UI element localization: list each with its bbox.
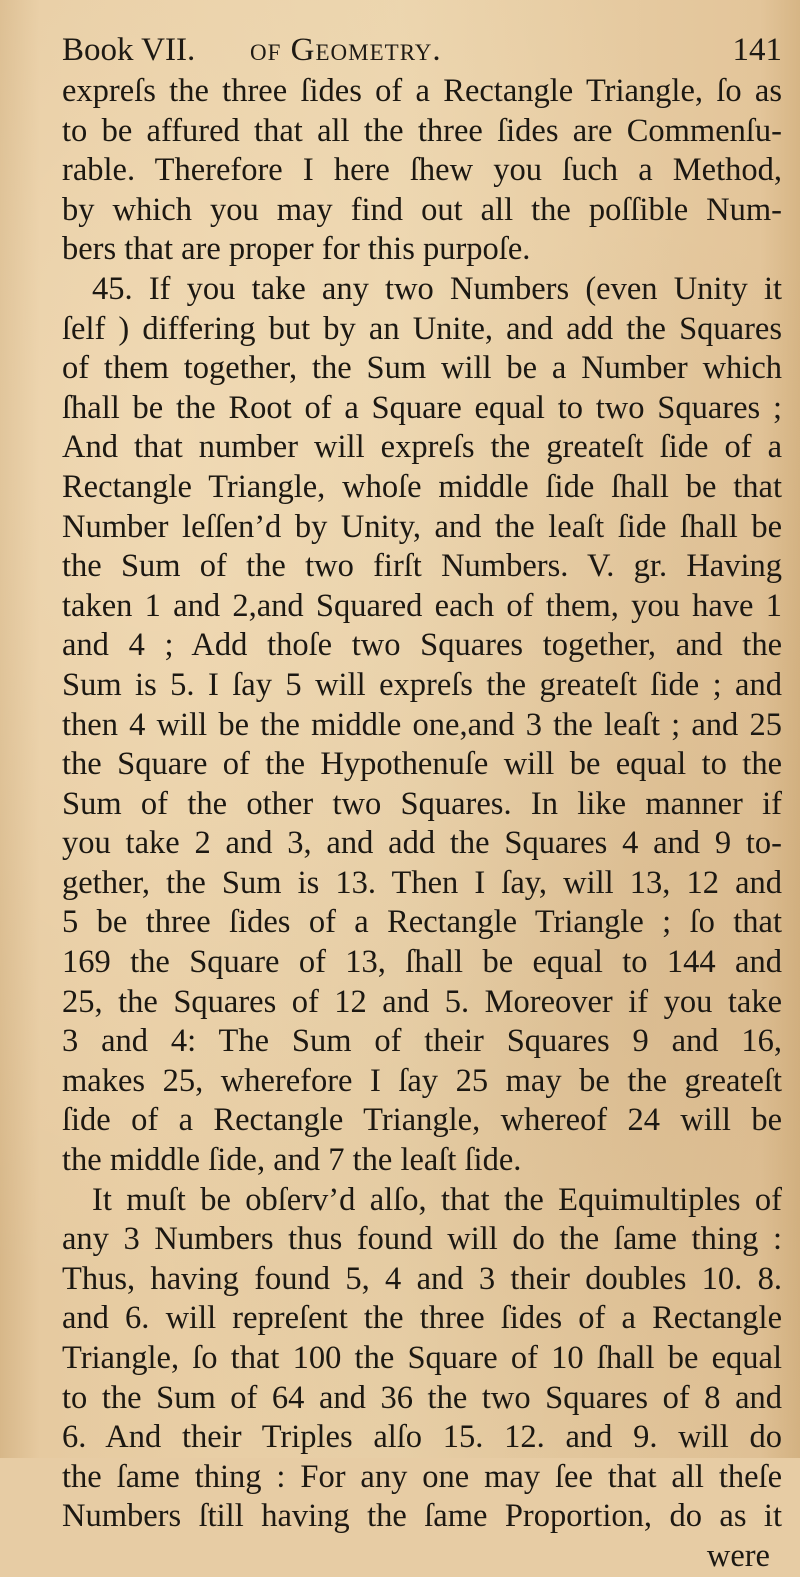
text-line: and 6. will repreſent the three ſides of a Rectangle	[62, 1300, 782, 1337]
catchword: were	[706, 1537, 770, 1574]
text-line: rable. Therefore I here ſhew you ſuch a Method,	[62, 152, 782, 189]
text-line: any 3 Numbers thus found will do the ſame thing :	[62, 1221, 782, 1258]
text-line: And that number will expreſs the greateſt ſide of a	[62, 429, 782, 466]
text-line: by which you may find out all the poſſible Num-	[62, 191, 782, 228]
text-line: Number leſſen’d by Unity, and the leaſt ſide ſhall be	[62, 508, 782, 545]
text-line: 6. And their Triples alſo 15. 12. and 9. will do	[62, 1419, 782, 1456]
text-line: the Square of the Hypothenuſe will be equal to the	[62, 746, 782, 783]
text-line: and 4 ; Add thoſe two Squares together, and the	[62, 627, 782, 664]
page-header	[62, 30, 782, 70]
text-line: then 4 will be the middle one,and 3 the leaſt ; and 25	[62, 706, 782, 743]
paragraph-equimultiples-start: It muſt be obſerv’d alſo, that the Equimultiples of	[92, 1181, 782, 1218]
text-line: the ſame thing : For any one may ſee that all theſe	[62, 1458, 782, 1495]
text-line: makes 25, wherefore I ſay 25 may be the greateſt	[62, 1062, 782, 1099]
text-line: expreſs the three ſides of a Rectangle Triangle, ſo as	[62, 73, 782, 109]
text-line: ſhall be the Root of a Square equal to two Squares ;	[62, 389, 782, 426]
text-line: ſide of a Rectangle Triangle, whereof 24 will be	[62, 1102, 782, 1139]
text-line: to be affured that all the three ſides are Commenſu-	[62, 112, 782, 149]
text-line: Sum is 5. I ſay 5 will expreſs the greateſt ſide ; and	[62, 666, 782, 703]
running-head-book: Book VII.	[62, 32, 196, 68]
text-line: Rectangle Triangle, whoſe middle ſide ſhall be that	[62, 468, 782, 505]
text-line: 169 the Square of 13, ſhall be equal to 144 and	[62, 944, 782, 981]
text-line: 5 be three ſides of a Rectangle Triangle ; ſo that	[62, 904, 782, 941]
text-line: gether, the Sum is 13. Then I ſay, will 13, 12 and	[62, 864, 782, 901]
text-line: 3 and 4: The Sum of their Squares 9 and 16,	[62, 1023, 782, 1060]
text-line: of them together, the Sum will be a Number which	[62, 350, 782, 387]
text-line: to the Sum of 64 and 36 the two Squares of 8 and	[62, 1379, 782, 1416]
text-line: Numbers ſtill having the ſame Proportion, do as it	[62, 1498, 782, 1535]
text-line: taken 1 and 2,and Squared each of them, you have 1	[62, 587, 782, 624]
text-line: 25, the Squares of 12 and 5. Moreover if you take	[62, 983, 782, 1020]
text-line: bers that are proper for this purpoſe.	[62, 231, 531, 268]
body-text	[62, 72, 782, 1577]
running-head-title: of Geometry.	[250, 32, 442, 68]
text-line: ſelf ) differing but by an Unite, and add the Squares	[62, 310, 782, 347]
text-line: the middle ſide, and 7 the leaſt ſide.	[62, 1142, 522, 1179]
text-line: Thus, having found 5, 4 and 3 their doubles 10. 8.	[62, 1260, 782, 1297]
page-number: 141	[732, 32, 782, 68]
text-line: Sum of the other two Squares. In like manner if	[62, 785, 782, 822]
paragraph-45-start: 45. If you take any two Numbers (even Unity it	[92, 270, 782, 307]
text-line: the Sum of the two firſt Numbers. V. gr. Having	[62, 548, 782, 585]
text-line: you take 2 and 3, and add the Squares 4 and 9 to-	[62, 825, 782, 862]
text-line: Triangle, ſo that 100 the Square of 10 ſhall be equal	[62, 1340, 782, 1376]
